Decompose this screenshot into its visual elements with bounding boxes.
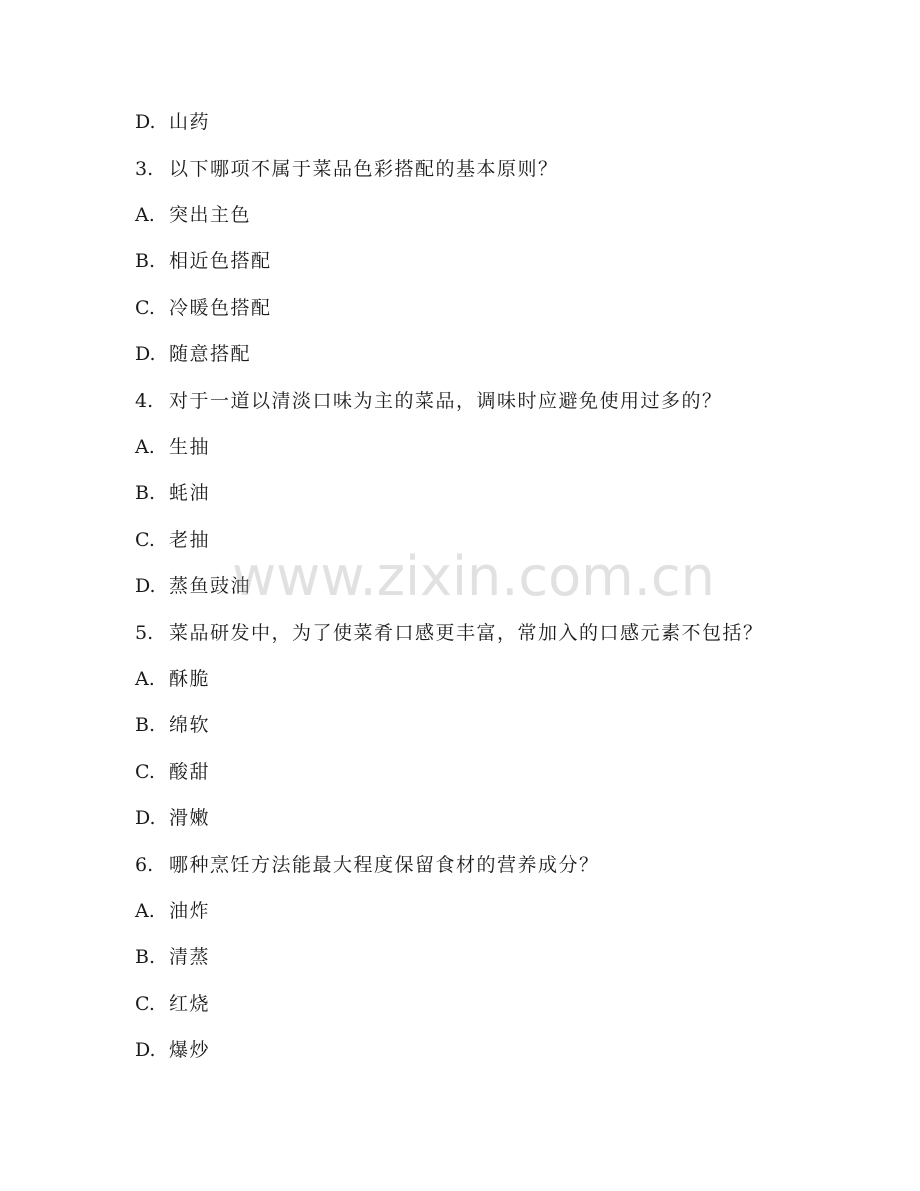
option-line xyxy=(135,478,210,508)
option-marker: B. xyxy=(135,946,156,968)
option-text: 油炸 xyxy=(169,900,211,922)
option-marker: B. xyxy=(135,714,156,736)
question-line xyxy=(135,850,600,880)
option-text: 酥脆 xyxy=(169,668,211,690)
question-line xyxy=(135,386,723,416)
option-text: 滑嫩 xyxy=(169,807,211,829)
question-number: 6. xyxy=(135,854,154,876)
option-line xyxy=(135,896,210,926)
option-line xyxy=(135,710,210,740)
question-line xyxy=(135,154,559,184)
option-text: 蚝油 xyxy=(169,482,211,504)
option-marker: C. xyxy=(135,529,155,551)
option-marker: A. xyxy=(135,668,155,690)
option-marker: B. xyxy=(135,250,156,272)
option-marker: D. xyxy=(135,1039,156,1061)
question-number: 4. xyxy=(135,390,154,412)
option-line xyxy=(135,571,251,601)
option-line xyxy=(135,989,210,1019)
question-text: 哪种烹饪方法能最大程度保留食材的营养成分？ xyxy=(169,854,600,876)
option-text: 蒸鱼豉油 xyxy=(169,575,252,597)
option-marker: C. xyxy=(135,993,155,1015)
option-marker: C. xyxy=(135,297,155,319)
option-line xyxy=(135,432,210,462)
option-line xyxy=(135,757,210,787)
option-line xyxy=(135,803,210,833)
option-marker: A. xyxy=(135,900,155,922)
option-text: 相近色搭配 xyxy=(169,250,272,272)
option-line xyxy=(135,1035,210,1065)
option-text: 清蒸 xyxy=(169,946,211,968)
option-text: 老抽 xyxy=(169,529,211,551)
option-marker: A. xyxy=(135,204,155,226)
option-marker: B. xyxy=(135,482,156,504)
option-marker: A. xyxy=(135,436,155,458)
question-text: 以下哪项不属于菜品色彩搭配的基本原则？ xyxy=(169,158,559,180)
option-line xyxy=(135,200,251,230)
question-number: 5. xyxy=(135,622,154,644)
option-text: 生抽 xyxy=(169,436,211,458)
option-marker: C. xyxy=(135,761,155,783)
option-marker: D. xyxy=(135,575,156,597)
option-line xyxy=(135,246,272,276)
watermark: www.zixin.com.cn xyxy=(232,545,715,608)
option-text: 山药 xyxy=(169,111,211,133)
option-line xyxy=(135,942,210,972)
question-text: 对于一道以清淡口味为主的菜品，调味时应避免使用过多的？ xyxy=(169,390,723,412)
option-text: 冷暖色搭配 xyxy=(169,297,272,319)
option-marker: D. xyxy=(135,807,156,829)
option-text: 爆炒 xyxy=(169,1039,211,1061)
question-number: 3. xyxy=(135,158,154,180)
option-line xyxy=(135,293,272,323)
option-text: 红烧 xyxy=(169,993,211,1015)
option-line xyxy=(135,664,210,694)
option-line xyxy=(135,107,210,137)
option-text: 突出主色 xyxy=(169,204,252,226)
question-line xyxy=(135,618,764,648)
question-text: 菜品研发中，为了使菜肴口感更丰富，常加入的口感元素不包括？ xyxy=(169,622,764,644)
option-marker: D. xyxy=(135,343,156,365)
option-text: 酸甜 xyxy=(169,761,211,783)
option-text: 随意搭配 xyxy=(169,343,252,365)
option-line xyxy=(135,525,210,555)
option-line xyxy=(135,339,251,369)
option-text: 绵软 xyxy=(169,714,211,736)
option-marker: D. xyxy=(135,111,156,133)
